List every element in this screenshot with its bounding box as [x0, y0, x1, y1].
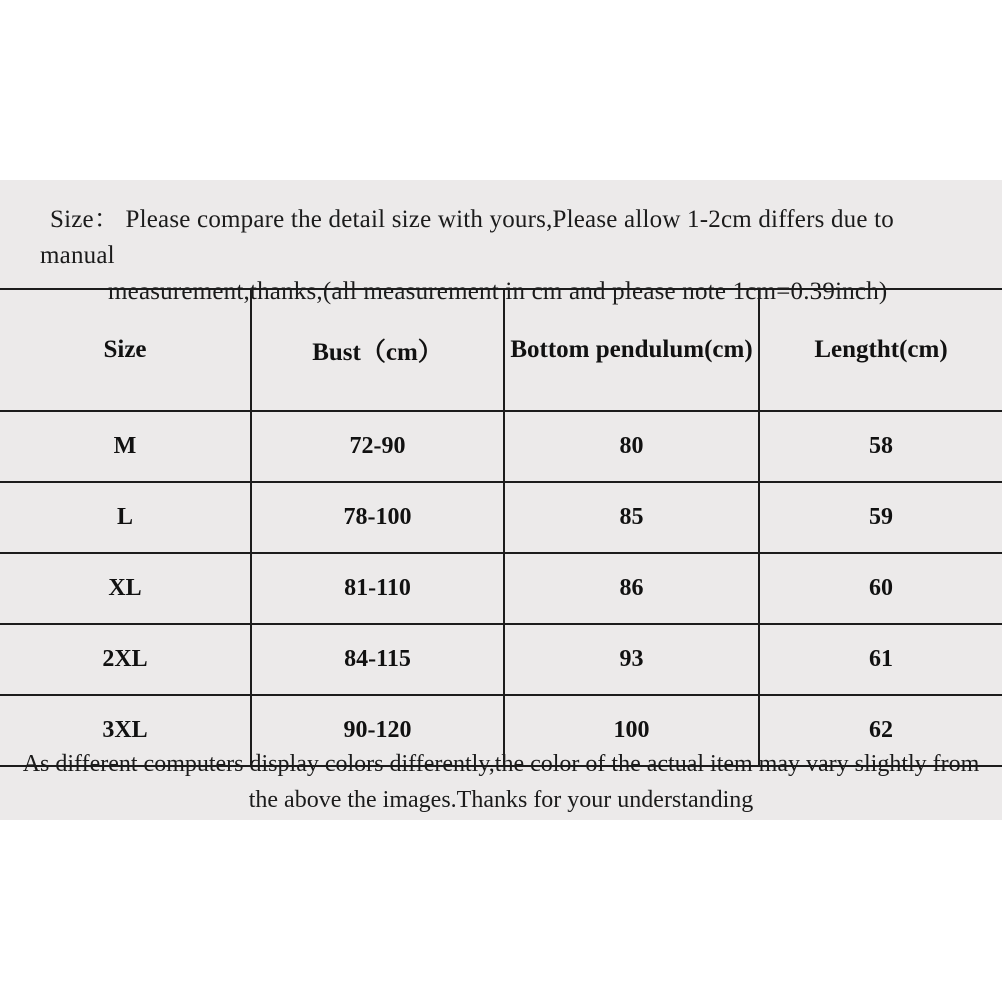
intro-line-2: measurement,thanks,(all measurement in cm and please note 1cm=0.39inch) [108, 278, 888, 305]
cell-size: XL [0, 553, 251, 624]
column-header-length: Lengtht(cm) [759, 289, 1002, 411]
table-row [0, 411, 1002, 482]
footnote-line-1: As different computers display colors differently,the color of the actual item may vary slightly from [22, 751, 980, 777]
column-header-bottom-pendulum: Bottom pendulum(cm) [504, 289, 759, 411]
cell-bottom-pendulum: 93 [504, 624, 759, 695]
cell-bust: 84-115 [251, 624, 504, 695]
table-body [0, 411, 1002, 766]
cell-size: 2XL [0, 624, 251, 695]
cell-bottom-pendulum: 85 [504, 482, 759, 553]
cell-length: 58 [759, 411, 1002, 482]
footnote-line-2: the above the images.Thanks for your understanding [248, 787, 754, 813]
table-header-row [0, 289, 1002, 411]
cell-length: 59 [759, 482, 1002, 553]
column-header-bust: Bust（cm） [251, 289, 504, 411]
cell-bust: 78-100 [251, 482, 504, 553]
size-table [0, 288, 1002, 767]
table-row [0, 482, 1002, 553]
cell-bust: 81-110 [251, 553, 504, 624]
table-row [0, 553, 1002, 624]
cell-size: M [0, 411, 251, 482]
footnote-block [0, 740, 1002, 818]
cell-bust: 72-90 [251, 411, 504, 482]
table-header [0, 289, 1002, 411]
size-chart-panel [0, 180, 1002, 820]
cell-length: 62 [759, 695, 1002, 766]
cell-bottom-pendulum: 100 [504, 695, 759, 766]
size-label: Size： [50, 206, 120, 233]
column-header-size: Size [0, 289, 251, 411]
cell-length: 60 [759, 553, 1002, 624]
cell-bottom-pendulum: 80 [504, 411, 759, 482]
cell-bust: 90-120 [251, 695, 504, 766]
table-row [0, 624, 1002, 695]
intro-line-1 [40, 202, 962, 274]
cell-bottom-pendulum: 86 [504, 553, 759, 624]
intro-text-1: Please compare the detail size with yours,Please allow 1-2cm differs due to manual [40, 206, 894, 269]
cell-length: 61 [759, 624, 1002, 695]
cell-size: L [0, 482, 251, 553]
cell-size: 3XL [0, 695, 251, 766]
